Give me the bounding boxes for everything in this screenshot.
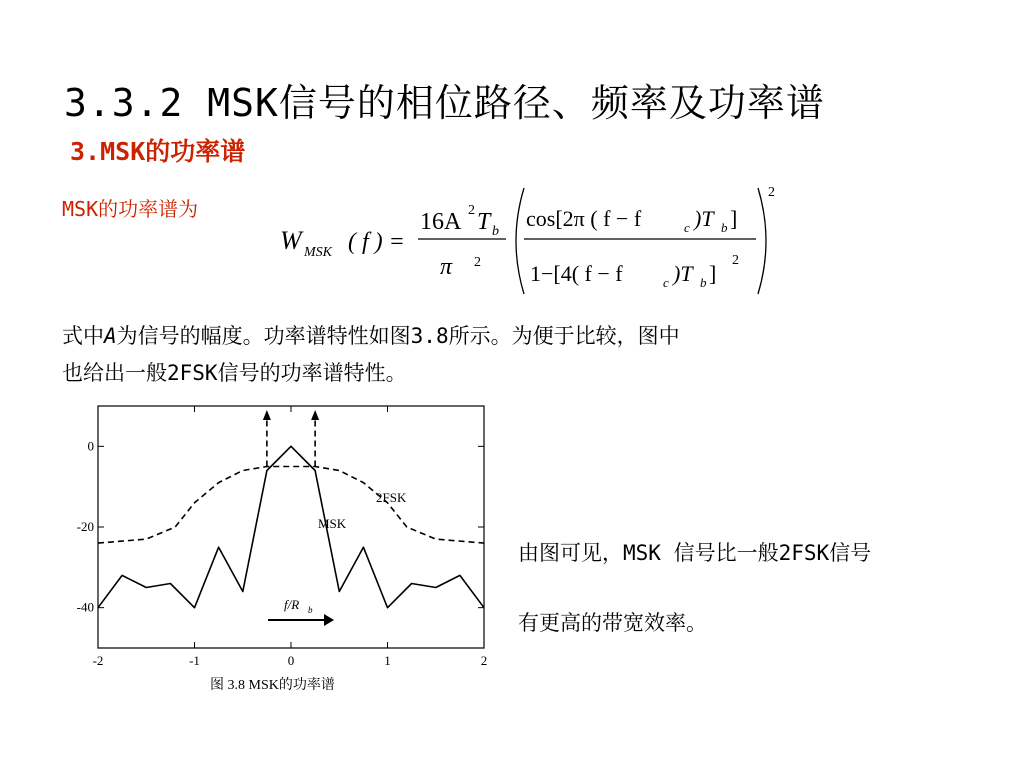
- legend-label-msk: MSK: [318, 516, 347, 531]
- formula-num-left: 16A: [420, 209, 462, 235]
- discrete-arrowhead: [263, 410, 271, 420]
- y-tick-label: -20: [76, 519, 94, 534]
- description-paragraph: [62, 318, 922, 392]
- conclusion-text: [518, 518, 871, 658]
- para-post: 为信号的幅度。功率谱特性如图3.8所示。为便于比较，图中: [116, 324, 680, 348]
- x-axis-label-sub: b: [308, 605, 313, 615]
- paragraph-line-2: 也给出一般2FSK信号的功率谱特性。: [62, 361, 407, 385]
- section-subtitle: 3.MSK的功率谱: [70, 137, 246, 166]
- formula-inner-den-tail: )T: [673, 261, 693, 286]
- figure-caption: 图 3.8 MSK的功率谱: [210, 678, 335, 693]
- formula-inner-num: cos[2π ( f − f: [526, 206, 642, 231]
- series-line-2fsk: [98, 467, 484, 544]
- y-tick-label: -40: [76, 599, 94, 615]
- formula-den-sq: 2: [474, 255, 481, 270]
- formula-inner-num-c: c: [684, 220, 690, 235]
- formula-inner-den-sq: 2: [732, 253, 739, 268]
- para-var: A: [104, 324, 117, 348]
- power-spectrum-chart: [60, 398, 500, 698]
- formula-inner-num-b: b: [721, 220, 728, 235]
- intro-text: MSK的功率谱为: [62, 197, 199, 221]
- x-tick-label: -2: [92, 653, 104, 668]
- formula-den-pi: π: [440, 254, 453, 280]
- paragraph-line-1: [62, 318, 922, 355]
- formula-inner-den-c: c: [663, 275, 669, 290]
- x-tick-label: 1: [384, 653, 391, 668]
- para-pre: 式中: [62, 324, 104, 348]
- formula-arg: ( f ) =: [348, 229, 405, 255]
- formula-inner-num-close: ]: [730, 206, 738, 231]
- formula-num-T-sub: b: [492, 224, 499, 239]
- formula-outer-sq: 2: [768, 185, 775, 200]
- x-tick-label: 0: [287, 653, 295, 668]
- formula-num-T: T: [477, 209, 491, 235]
- y-tick-label: 0: [87, 438, 94, 454]
- x-tick-label: 2: [480, 653, 488, 668]
- conclusion-line-2: 有更高的带宽效率。: [518, 611, 707, 635]
- formula-inner-den-close: ]: [709, 261, 717, 286]
- slide-title: 3.3.2 MSK信号的相位路径、频率及功率谱: [64, 81, 825, 125]
- formula-inner-den-b: b: [700, 275, 707, 290]
- x-axis-arrowhead: [324, 614, 334, 626]
- series-line-msk: [98, 446, 484, 607]
- formula-inner-num-tail: )T: [694, 206, 714, 231]
- formula-W-sub: MSK: [304, 245, 332, 260]
- conclusion-line-1: 由图可见，MSK 信号比一般2FSK信号: [518, 541, 872, 565]
- msk-psd-formula: [278, 176, 798, 306]
- formula-W: W: [280, 226, 302, 255]
- x-axis-label: f/R: [284, 597, 300, 612]
- x-tick-label: -1: [189, 653, 200, 668]
- discrete-arrowhead: [311, 410, 319, 420]
- formula-num-sq: 2: [468, 203, 475, 218]
- formula-inner-den: 1−[4( f − f: [530, 261, 623, 286]
- legend-label-2fsk: 2FSK: [376, 490, 407, 505]
